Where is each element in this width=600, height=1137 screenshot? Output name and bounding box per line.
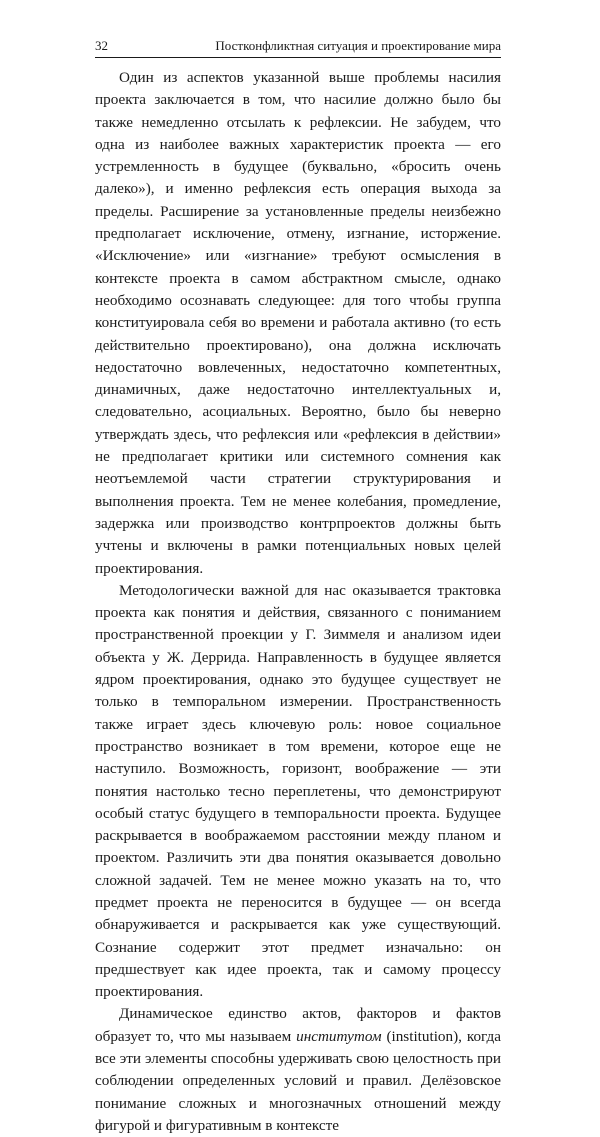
paragraph-3: [95, 1003, 501, 1137]
running-header: [95, 38, 501, 53]
emphasized-term: институтом: [296, 1027, 382, 1045]
paragraph-1: Один из аспектов указанной выше проблемы насилия проекта заключается в том, что насилие должно было бы также немедленно отсылать к рефлексии. Не забудем, что одна из наиболее важных характеристик проекта — его устремленность в будущее (буквально, «бросить очень далеко»), и именно рефлексия есть операция выхода за пределы. Расширение за установленные пределы неизбежно предполагает исключение, отмену, изгнание, исторжение. «Исключение» или «изгнание» требуют осмысления в контексте проекта в самом абстрактном смысле, однако необходимо осознавать следующее: для того чтобы группа конституировала себя во времени и работала активно (то есть действительно проектировано), она должна исключать недостаточно вовлеченных, недостаточно компетентных, динамичных, даже недостаточно интеллектуальных и, следовательно, асоциальных. Вероятно, было бы неверно утверждать здесь, что рефлексия или «рефлексия в действии» не предполагает критики или системного сомнения как неотъемлемой части стратегии структурирования и выполнения проекта. Тем не менее колебания, промедление, задержка или производство контрпроектов должны быть учтены и включены в рамки потенциальных новых целей проектирования.: [95, 69, 501, 577]
running-title: Постконфликтная ситуация и проектирование мира: [215, 38, 501, 53]
paragraph-3-end: (institution), когда все эти элементы способны удерживать свою целостность при соблюдении определенных условий и правил. Делёзовское понимание сложных и многозначных отношений между фигурой и фигуративным в контексте: [95, 1027, 501, 1134]
page-number: 32: [95, 38, 108, 53]
paragraph-3-start: Динамическое единство актов, факторов и фактов образует то, что мы называем: [95, 1005, 501, 1045]
header-rule: [95, 57, 501, 58]
body-text: [95, 67, 501, 1137]
paragraph-2: Методологически важной для нас оказывается трактовка проекта как понятия и действия, связанного с пониманием пространственной проекции у Г. Зиммеля и анализом идеи объекта у Ж. Деррида. Направленность в будущее является ядром проектирования, однако это будущее существует не только в темпоральном измерении. Пространственность также играет здесь ключевую роль: новое социальное пространство возникает в том времени, которое еще не наступило. Возможность, горизонт, воображение — эти понятия настолько тесно переплетены, что демонстрируют особый статус будущего в темпоральности проекта. Будущее раскрывается в воображаемом расстоянии между планом и проектом. Различить эти два понятия оказывается довольно сложной задачей. Тем не менее можно указать на то, что предмет проекта не переносится в будущее — он всегда обнаруживается и раскрывается как уже существующий. Сознание содержит этот предмет изначально: он предшествует как идее проекта, так и самому процессу проектирования.: [95, 581, 501, 1001]
